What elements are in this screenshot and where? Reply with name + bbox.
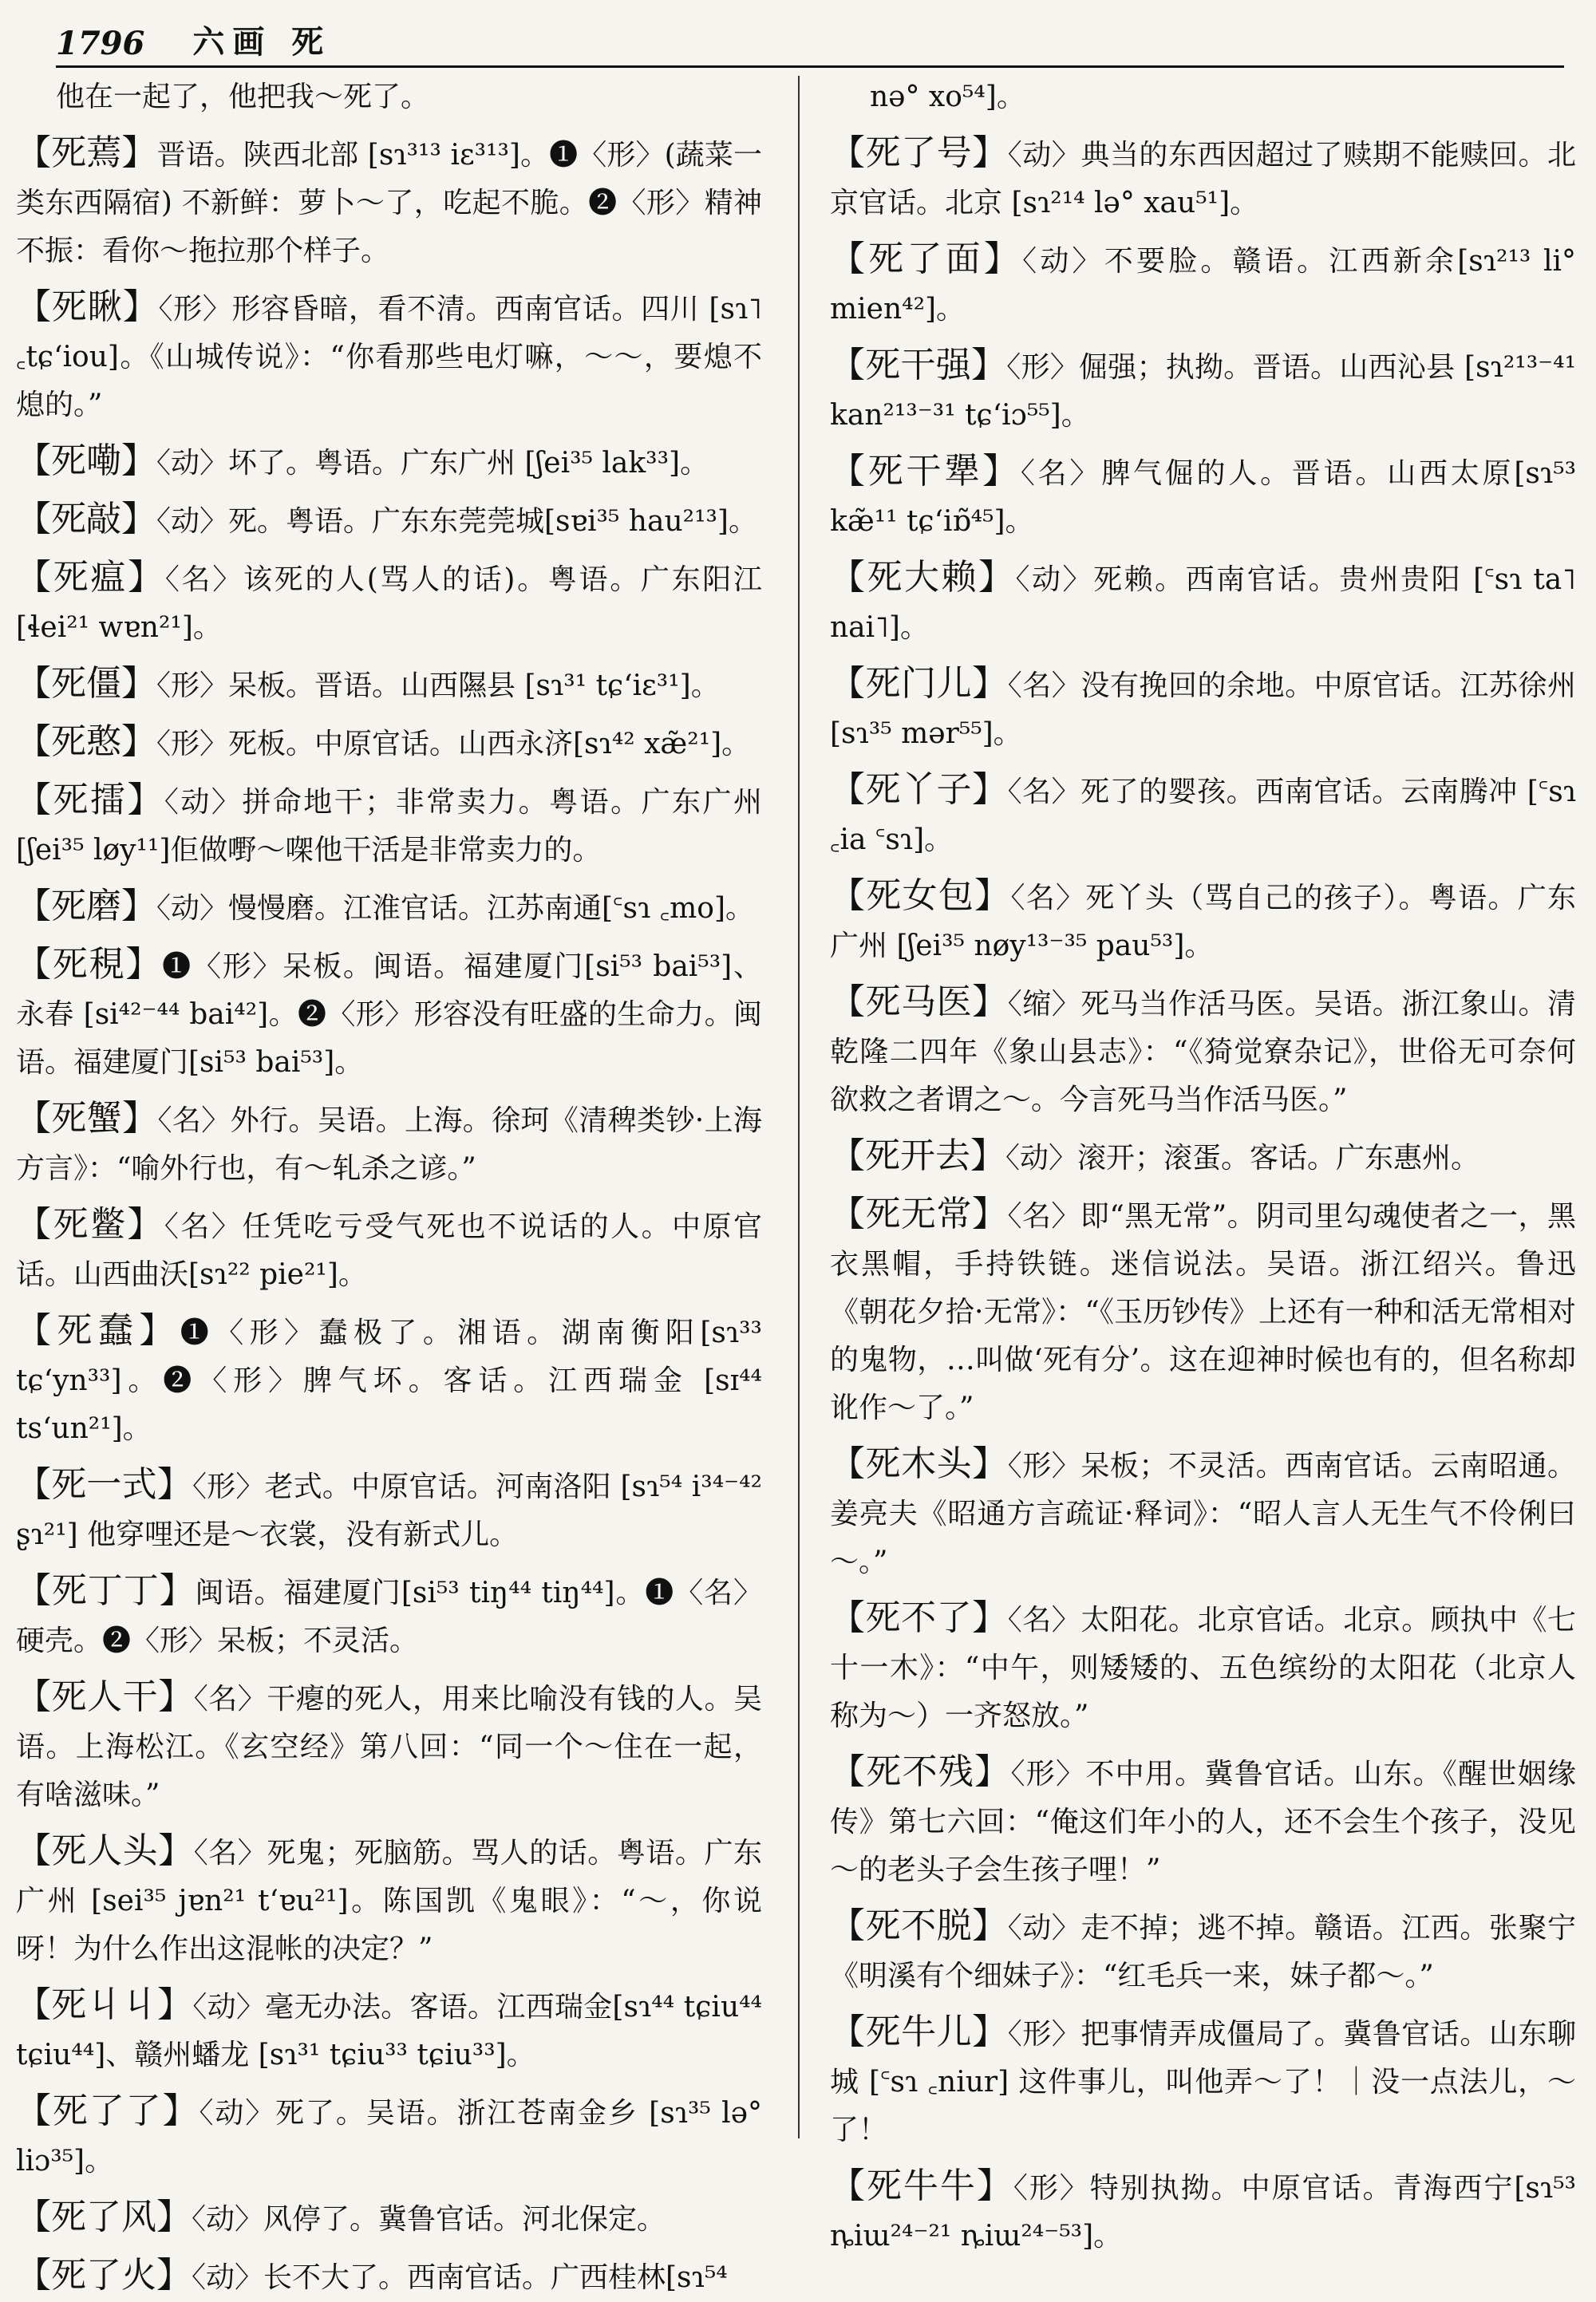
entry-headword: 【死不残】	[830, 1751, 1011, 1792]
entry-definition: 〈名〉死丫头（骂自己的孩子）。粤语。广东广州 [ʃei³⁵ nøy¹³⁻³⁵ pau⁵³]。	[830, 882, 1576, 962]
continued-text	[830, 73, 1576, 121]
entry-definition: 〈名〉即“黑无常”。阴司里勾魂使者之一，黑衣黑帽，手持铁链。迷信说法。吴语。浙江绍兴。鲁迅《朝花夕拾·无常》：“《玉历钞传》上还有一种和活无常相对的鬼物，…叫做‘死有分’。这在迎神时候也有的，但名称却讹作～了。”	[830, 1200, 1576, 1424]
header-rule	[56, 65, 1564, 68]
entry-headword: 【死门儿】	[830, 663, 1008, 704]
dictionary-entry	[16, 941, 762, 1087]
entry-headword: 【死憨】	[16, 721, 156, 762]
entry-definition: 〈动〉坏了。粤语。广东广州 [ʃei³⁵ lak³³]。	[156, 447, 709, 480]
left-column	[16, 73, 763, 2296]
dictionary-entry	[830, 129, 1576, 227]
dictionary-entry	[830, 978, 1576, 1124]
entry-definition: 〈名〉干瘪的死人，用来比喻没有钱的人。吴语。上海松江。《玄空经》第八回：“同一个～住在一起，有啥滋味。”	[16, 1683, 762, 1811]
entry-definition: 〈动〉拼命地干；非常卖力。粤语。广东广州 [ʃei³⁵ løy¹¹]佢做嘢～㗎他干活是非常卖力的。	[16, 786, 762, 867]
dictionary-entry	[16, 283, 762, 429]
entry-definition: 〈形〉不中用。冀鲁官话。山东。《醒世姻缘传》第七六回：“俺这们年小的人，还不会生个孩子，没见～的老头子会生孩子哩！”	[830, 1758, 1576, 1886]
entry-headword: 【死人干】	[16, 1676, 194, 1717]
entry-definition: 〈形〉呆板。晋语。山西隰县 [sɿ³¹ tɕ‘iɛ³¹]。	[156, 669, 720, 702]
entry-headword: 【死干强】	[830, 345, 1007, 385]
entry-headword: 【死牛牛】	[830, 2166, 1013, 2206]
entry-definition: 〈形〉倔强；执拗。晋语。山西沁县 [sɿ²¹³⁻⁴¹ kan²¹³⁻³¹ tɕ‘iɔ⁵⁵]。	[830, 351, 1577, 432]
dictionary-entry	[16, 1461, 762, 1559]
entry-definition: 晋语。陕西北部 [sɿ³¹³ iɛ³¹³]。❶〈形〉(蔬菜一类东西隔宿) 不新鲜：萝卜～了，吃起不脆。❷〈形〉精神不振：看你～拖拉那个样子。	[16, 139, 763, 267]
dictionary-entry	[16, 882, 762, 933]
entry-definition: 〈形〉特别执拗。中原官话。青海西宁[sɿ⁵³ ȵiɯ²⁴⁻²¹ ȵiɯ²⁴⁻⁵³]。	[830, 2172, 1576, 2253]
entry-definition: 〈动〉不要脸。赣语。江西新余[sɿ²¹³ li° mien⁴²]。	[830, 245, 1576, 326]
entry-definition: 他在一起了，他把我～死了。	[56, 81, 430, 113]
entry-definition: 〈动〉慢慢磨。江淮官话。江苏南通[꜂sɿ ꜀mo]。	[156, 892, 755, 925]
entry-definition: 〈形〉老式。中原官话。河南洛阳 [sɿ⁵⁴ i³⁴⁻⁴² ʂɿ²¹] 他穿哩还是～衣裳，没有新式儿。	[16, 1471, 762, 1551]
entry-headword: 【死蟹】	[16, 1098, 158, 1139]
entry-definition: 〈动〉死。粤语。广东东莞莞城[sɐi³⁵ hau²¹³]。	[156, 505, 757, 538]
dictionary-entry	[16, 129, 762, 275]
column-divider	[798, 76, 800, 2138]
dictionary-entry	[830, 1190, 1576, 1432]
entry-headword: 【死了面】	[830, 239, 1023, 279]
dictionary-entry	[830, 1902, 1576, 2000]
dictionary-entry	[830, 448, 1576, 546]
dictionary-entry	[16, 437, 762, 488]
dictionary-entry	[16, 1307, 762, 1453]
entry-definition: 〈名〉外行。吴语。上海。徐珂《清稗类钞·上海方言》：“喻外行也，有～轧杀之谚。”	[16, 1104, 762, 1185]
entry-headword: 【死木头】	[830, 1443, 1008, 1484]
entry-headword: 【死磨】	[16, 886, 156, 926]
entry-definition: 〈名〉该死的人(骂人的话)。粤语。广东阳江 [ɬei²¹ wɐn²¹]。	[16, 563, 763, 644]
dictionary-entry	[16, 2193, 762, 2244]
entry-headword: 【死了风】	[16, 2197, 192, 2237]
dictionary-entry	[830, 2008, 1576, 2154]
entry-headword: 【死人头】	[16, 1830, 194, 1871]
entry-headword: 【死不脱】	[830, 1905, 1008, 1946]
dictionary-entry	[830, 1594, 1576, 1740]
dictionary-entry	[830, 2162, 1576, 2261]
dictionary-entry	[16, 718, 762, 768]
entry-definition: 〈动〉死了。吴语。浙江苍南金乡 [sɿ³⁵ lə° liɔ³⁵]。	[16, 2097, 763, 2178]
dictionary-entry	[16, 1981, 762, 2079]
page-header	[56, 14, 1564, 62]
dictionary-entry	[830, 235, 1576, 334]
dictionary-entry	[16, 1095, 762, 1193]
entry-headword: 【死无常】	[830, 1194, 1008, 1234]
entry-definition: 〈动〉滚开；滚蛋。客话。广东惠州。	[1005, 1142, 1480, 1175]
dictionary-entry	[16, 1673, 762, 1819]
entry-definition: 〈动〉长不大了。西南官话。广西桂林[sɿ⁵⁴	[192, 2261, 728, 2294]
entry-headword: 【死瞅】	[16, 286, 159, 327]
entry-definition: 〈名〉没有挽回的余地。中原官话。江苏徐州 [sɿ³⁵ mər⁵⁵]。	[830, 669, 1576, 750]
entry-headword: 【死丁丁】	[16, 1570, 196, 1611]
dictionary-entry	[16, 660, 762, 710]
entry-definition: 〈名〉死鬼；死脑筋。骂人的话。粤语。广东广州 [sei³⁵ jɐn²¹ t‘ɐu²¹]。陈国凯《鬼眼》：“～，你说呀！为什么作出这混帐的决定？”	[16, 1837, 762, 1965]
entry-headword: 【死不了】	[830, 1597, 1008, 1638]
entry-headword: 【死大赖】	[830, 557, 1016, 598]
entry-definition: 〈动〉风停了。冀鲁官话。河北保定。	[192, 2203, 666, 2236]
entry-headword: 【死了了】	[16, 2091, 200, 2131]
dictionary-entry	[830, 554, 1576, 652]
dictionary-entry	[16, 2252, 762, 2302]
dictionary-entry	[830, 660, 1576, 758]
entry-headword: 【死了号】	[830, 132, 1008, 173]
dictionary-entry	[830, 1440, 1576, 1586]
entry-headword: 【死鳖】	[16, 1204, 164, 1245]
entry-definition: 闽语。福建厦门[si⁵³ tiŋ⁴⁴ tiŋ⁴⁴]。❶〈名〉硬壳。❷〈形〉呆板；不灵活。	[16, 1577, 763, 1657]
continued-text	[16, 73, 762, 121]
entry-definition: 〈形〉形容昏暗，看不清。西南官话。四川 [sɿ˥ ꜀tɕ‘iou]。《山城传说》：“你看那些电灯嘛，～～，要熄不熄的。”	[16, 293, 762, 421]
dictionary-entry	[16, 554, 762, 652]
dictionary-entry	[16, 496, 762, 546]
entry-headword: 【死丩丩】	[16, 1984, 193, 2025]
entry-definition: 〈名〉脾气倔的人。晋语。山西太原[sɿ⁵³ kæ̃¹¹ tɕ‘iɒ̃⁴⁵]。	[830, 457, 1576, 538]
dictionary-entry	[830, 872, 1576, 970]
entry-headword: 【死僵】	[16, 663, 156, 704]
entry-headword: 【死马医】	[830, 981, 1008, 1022]
dictionary-entry	[16, 2087, 762, 2186]
dictionary-entry	[830, 1132, 1576, 1183]
entry-headword: 【死丫子】	[830, 769, 1008, 810]
right-column	[830, 73, 1577, 2253]
entry-headword: 【死牛儿】	[830, 2012, 1008, 2052]
entry-definition: 〈名〉死了的婴孩。西南官话。云南腾冲 [꜂sɿ ꜀ia ꜂sɿ]。	[830, 776, 1576, 856]
dictionary-entry	[16, 1827, 762, 1973]
entry-headword: 【死瘟】	[16, 557, 165, 598]
entry-definition: ❶〈形〉呆板。闽语。福建厦门[si⁵³ bai⁵³]、永春 [si⁴²⁻⁴⁴ bai⁴²]。❷〈形〉形容没有旺盛的生命力。闽语。福建厦门[si⁵³ bai⁵³]。	[16, 950, 763, 1079]
entry-headword: 【死擂】	[16, 780, 164, 820]
entry-definition: 〈动〉典当的东西因超过了赎期不能赎回。北京官话。北京 [sɿ²¹⁴ lə° xau⁵¹]。	[830, 139, 1576, 219]
entry-headword: 【死敲】	[16, 499, 156, 539]
dictionary-entry	[16, 1201, 762, 1299]
entry-headword: 【死开去】	[830, 1135, 1005, 1176]
dictionary-entry	[830, 766, 1576, 864]
dictionary-entry	[16, 1567, 762, 1665]
section-title: 六画 死	[192, 23, 332, 61]
entry-definition: 〈形〉死板。中原官话。山西永济[sɿ⁴² xæ̃²¹]。	[156, 728, 751, 760]
entry-headword: 【死一式】	[16, 1464, 192, 1505]
entry-definition: 〈动〉毫无办法。客语。江西瑞金[sɿ⁴⁴ tɕiu⁴⁴ tɕiu⁴⁴]、赣州蟠龙 [sɿ³¹ tɕiu³³ tɕiu³³]。	[16, 1991, 762, 2071]
entry-definition: 〈缩〉死马当作活马医。吴语。浙江象山。清乾隆二四年《象山县志》：“《猗觉寮杂记》，世俗无可奈何欲救之者谓之～。今言死马当作活马医。”	[830, 988, 1576, 1116]
entry-definition: ❶〈形〉蠢极了。湘语。湖南衡阳[sɿ³³ tɕ‘yn³³]。❷〈形〉脾气坏。客话。江西瑞金 [sɪ⁴⁴ ts‘un²¹]。	[16, 1317, 762, 1445]
entry-headword: 【死干犟】	[830, 451, 1021, 492]
entry-headword: 【死嘞】	[16, 440, 156, 481]
dictionary-entry	[16, 776, 762, 875]
entry-definition: 〈名〉太阳花。北京官话。北京。顾执中《七十一木》：“中午，则矮矮的、五色缤纷的太阳花（北京人称为～）一齐怒放。”	[830, 1604, 1576, 1732]
entry-definition: 〈动〉死赖。西南官话。贵州贵阳 [꜂sɿ ta˥ nai˥]。	[830, 563, 1577, 644]
dictionary-entry	[830, 1748, 1576, 1894]
entry-headword: 【死䅐】	[16, 944, 163, 985]
entry-definition: nə° xo⁵⁴]。	[870, 81, 1025, 113]
entry-headword: 【死女包】	[830, 875, 1011, 916]
entry-definition: 〈动〉走不掉；逃不掉。赣语。江西。张聚宁《明溪有个细妹子》：“红毛兵一来，妹子都～。”	[830, 1912, 1576, 1992]
entry-headword: 【死了火】	[16, 2255, 192, 2296]
entry-definition: 〈名〉任凭吃亏受气死也不说话的人。中原官话。山西曲沃[sɿ²² pie²¹]。	[16, 1210, 762, 1291]
dictionary-entry	[830, 342, 1576, 440]
entry-definition: 〈形〉把事情弄成僵局了。冀鲁官话。山东聊城 [꜂sɿ ꜀niur] 这件事儿，叫他弄～了！｜没一点法儿，～了！	[830, 2018, 1576, 2146]
entry-headword: 【死蔫】	[16, 132, 157, 173]
entry-definition: 〈形〉呆板；不灵活。西南官话。云南昭通。姜亮夫《昭通方言疏证·释词》：“昭人言人无生气不伶俐曰～。”	[830, 1450, 1576, 1578]
page-number: 1796	[56, 25, 145, 62]
entry-headword: 【死蠢】	[16, 1310, 180, 1351]
